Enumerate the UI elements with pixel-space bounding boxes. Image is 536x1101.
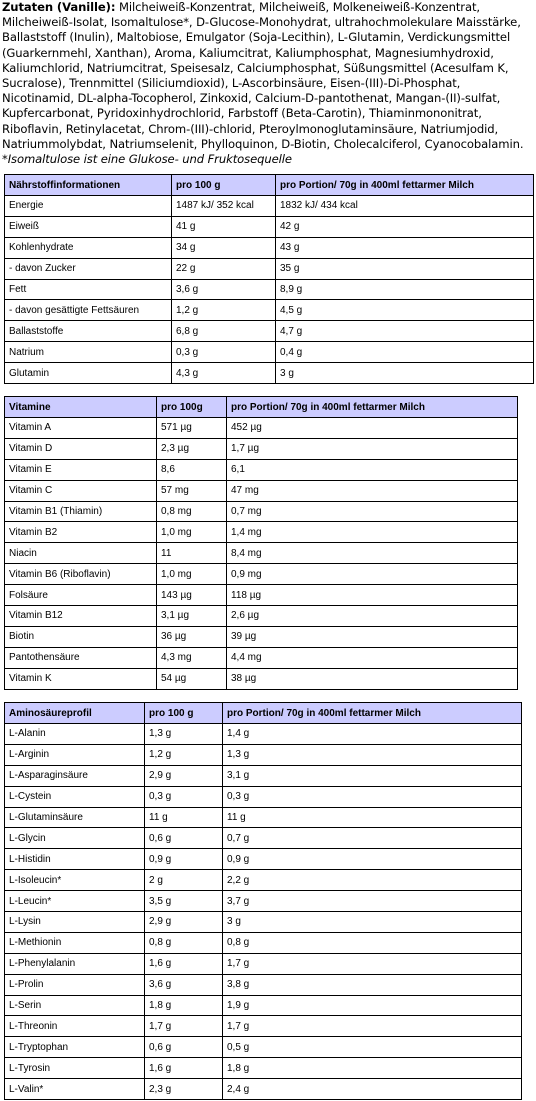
table-cell: 1,7 g bbox=[223, 953, 522, 974]
table-cell: 0,7 g bbox=[223, 828, 522, 849]
table-header-row bbox=[5, 703, 522, 724]
table-row bbox=[5, 196, 534, 217]
ingredients-footnote: *Isomaltulose ist eine Glukose- und Fruktosequelle bbox=[2, 152, 292, 167]
table-cell: Folsäure bbox=[5, 585, 157, 606]
column-header: pro 100g bbox=[157, 397, 227, 418]
table-cell: 8,6 bbox=[157, 459, 227, 480]
vitamins-table bbox=[4, 396, 518, 690]
table-cell: 47 mg bbox=[227, 480, 518, 501]
table-cell: L-Methionin bbox=[5, 932, 145, 953]
table-cell: Vitamin C bbox=[5, 480, 157, 501]
table-cell: - davon gesättigte Fettsäuren bbox=[5, 300, 172, 321]
table-cell: 0,8 mg bbox=[157, 501, 227, 522]
table-cell: 1,7 µg bbox=[227, 438, 518, 459]
table-cell: 4,3 mg bbox=[157, 647, 227, 668]
table-cell: 0,9 g bbox=[223, 849, 522, 870]
table-cell: 6,1 bbox=[227, 459, 518, 480]
table-cell: 1,3 g bbox=[223, 744, 522, 765]
table-cell: L-Alanin bbox=[5, 724, 145, 745]
table-row bbox=[5, 363, 534, 384]
table-cell: 35 g bbox=[276, 258, 534, 279]
column-header: Vitamine bbox=[5, 397, 157, 418]
table-row bbox=[5, 891, 522, 912]
table-cell: L-Leucin* bbox=[5, 891, 145, 912]
table-row bbox=[5, 932, 522, 953]
column-header: pro Portion/ 70g in 400ml fettarmer Milch bbox=[227, 397, 518, 418]
table-cell: 1,4 mg bbox=[227, 522, 518, 543]
table-cell: 3 g bbox=[276, 363, 534, 384]
table-cell: 1,7 g bbox=[223, 1016, 522, 1037]
table-cell: 2,6 µg bbox=[227, 606, 518, 627]
table-row bbox=[5, 744, 522, 765]
table-row bbox=[5, 626, 518, 647]
table-cell: 2,3 g bbox=[145, 1079, 223, 1100]
table-cell: L-Asparaginsäure bbox=[5, 765, 145, 786]
nutrition-table bbox=[4, 174, 534, 384]
table-row bbox=[5, 1079, 522, 1100]
table-cell: 3,5 g bbox=[145, 891, 223, 912]
table-row bbox=[5, 216, 534, 237]
table-cell: 0,3 g bbox=[223, 786, 522, 807]
table-cell: 143 µg bbox=[157, 585, 227, 606]
table-cell: 0,9 g bbox=[145, 849, 223, 870]
column-header: pro 100 g bbox=[145, 703, 223, 724]
table-cell: Biotin bbox=[5, 626, 157, 647]
table-cell: Vitamin A bbox=[5, 418, 157, 439]
table-cell: 3,6 g bbox=[172, 279, 276, 300]
table-cell: L-Prolin bbox=[5, 974, 145, 995]
table-row bbox=[5, 418, 518, 439]
table-cell: 0,9 mg bbox=[227, 564, 518, 585]
column-header: pro Portion/ 70g in 400ml fettarmer Milch bbox=[223, 703, 522, 724]
table-cell: Natrium bbox=[5, 342, 172, 363]
table-row bbox=[5, 724, 522, 745]
table-cell: 0,8 g bbox=[145, 932, 223, 953]
table-row bbox=[5, 258, 534, 279]
table-cell: 42 g bbox=[276, 216, 534, 237]
table-cell: L-Threonin bbox=[5, 1016, 145, 1037]
table-cell: 11 bbox=[157, 543, 227, 564]
table-cell: 452 µg bbox=[227, 418, 518, 439]
table-cell: 1,2 g bbox=[172, 300, 276, 321]
table-row bbox=[5, 342, 534, 363]
table-row bbox=[5, 995, 522, 1016]
table-cell: 3,8 g bbox=[223, 974, 522, 995]
table-cell: 57 mg bbox=[157, 480, 227, 501]
table-row bbox=[5, 459, 518, 480]
table-cell: 0,4 g bbox=[276, 342, 534, 363]
table-cell: L-Serin bbox=[5, 995, 145, 1016]
table-cell: 118 µg bbox=[227, 585, 518, 606]
table-row bbox=[5, 438, 518, 459]
table-cell: 1,8 g bbox=[145, 995, 223, 1016]
table-cell: L-Glutaminsäure bbox=[5, 807, 145, 828]
table-row bbox=[5, 279, 534, 300]
table-cell: 1,2 g bbox=[145, 744, 223, 765]
table-cell: 1,8 g bbox=[223, 1058, 522, 1079]
table-cell: 4,7 g bbox=[276, 321, 534, 342]
table-cell: Kohlenhydrate bbox=[5, 237, 172, 258]
column-header: pro 100 g bbox=[172, 175, 276, 196]
table-cell: 11 g bbox=[223, 807, 522, 828]
table-cell: 2,2 g bbox=[223, 870, 522, 891]
table-row bbox=[5, 501, 518, 522]
table-cell: L-Arginin bbox=[5, 744, 145, 765]
table-row bbox=[5, 647, 518, 668]
table-cell: 1,9 g bbox=[223, 995, 522, 1016]
table-row bbox=[5, 765, 522, 786]
table-cell: L-Lysin bbox=[5, 912, 145, 933]
table-cell: 8,4 mg bbox=[227, 543, 518, 564]
table-row bbox=[5, 870, 522, 891]
table-row bbox=[5, 974, 522, 995]
table-header-row bbox=[5, 397, 518, 418]
table-cell: 43 g bbox=[276, 237, 534, 258]
table-cell: 36 µg bbox=[157, 626, 227, 647]
table-cell: 38 µg bbox=[227, 668, 518, 689]
table-cell: Vitamin B1 (Thiamin) bbox=[5, 501, 157, 522]
table-cell: L-Glycin bbox=[5, 828, 145, 849]
table-row bbox=[5, 585, 518, 606]
table-cell: Eiweiß bbox=[5, 216, 172, 237]
table-cell: 3 g bbox=[223, 912, 522, 933]
table-cell: - davon Zucker bbox=[5, 258, 172, 279]
column-header: Aminosäureprofil bbox=[5, 703, 145, 724]
table-row bbox=[5, 564, 518, 585]
table-row bbox=[5, 606, 518, 627]
table-cell: 0,6 g bbox=[145, 828, 223, 849]
table-cell: L-Tryptophan bbox=[5, 1037, 145, 1058]
table-cell: 1832 kJ/ 434 kcal bbox=[276, 196, 534, 217]
table-cell: 4,3 g bbox=[172, 363, 276, 384]
table-cell: 0,6 g bbox=[145, 1037, 223, 1058]
table-cell: 1,6 g bbox=[145, 1058, 223, 1079]
table-cell: 1,7 g bbox=[145, 1016, 223, 1037]
column-header: pro Portion/ 70g in 400ml fettarmer Milch bbox=[276, 175, 534, 196]
table-row bbox=[5, 321, 534, 342]
table-cell: 41 g bbox=[172, 216, 276, 237]
table-cell: 571 µg bbox=[157, 418, 227, 439]
table-cell: Vitamin B12 bbox=[5, 606, 157, 627]
table-row bbox=[5, 849, 522, 870]
table-cell: Vitamin K bbox=[5, 668, 157, 689]
table-cell: Vitamin D bbox=[5, 438, 157, 459]
table-cell: Vitamin E bbox=[5, 459, 157, 480]
table-row bbox=[5, 522, 518, 543]
table-cell: 0,3 g bbox=[145, 786, 223, 807]
table-cell: 6,8 g bbox=[172, 321, 276, 342]
table-row bbox=[5, 786, 522, 807]
table-cell: 2,4 g bbox=[223, 1079, 522, 1100]
table-row bbox=[5, 668, 518, 689]
table-cell: Ballaststoffe bbox=[5, 321, 172, 342]
table-cell: Energie bbox=[5, 196, 172, 217]
table-cell: 39 µg bbox=[227, 626, 518, 647]
table-cell: 1,6 g bbox=[145, 953, 223, 974]
table-cell: 3,7 g bbox=[223, 891, 522, 912]
table-cell: L-Cystein bbox=[5, 786, 145, 807]
amino-acid-table bbox=[4, 702, 522, 1100]
table-cell: 2 g bbox=[145, 870, 223, 891]
table-cell: 4,4 mg bbox=[227, 647, 518, 668]
table-cell: 3,6 g bbox=[145, 974, 223, 995]
table-cell: Fett bbox=[5, 279, 172, 300]
table-cell: Vitamin B2 bbox=[5, 522, 157, 543]
table-cell: 11 g bbox=[145, 807, 223, 828]
table-cell: 8,9 g bbox=[276, 279, 534, 300]
table-cell: 1,0 mg bbox=[157, 522, 227, 543]
table-cell: L-Isoleucin* bbox=[5, 870, 145, 891]
table-row bbox=[5, 1037, 522, 1058]
table-row bbox=[5, 807, 522, 828]
table-row bbox=[5, 953, 522, 974]
table-cell: 1487 kJ/ 352 kcal bbox=[172, 196, 276, 217]
table-cell: Glutamin bbox=[5, 363, 172, 384]
table-row bbox=[5, 480, 518, 501]
table-cell: 4,5 g bbox=[276, 300, 534, 321]
table-cell: 1,3 g bbox=[145, 724, 223, 745]
table-cell: L-Histidin bbox=[5, 849, 145, 870]
table-cell: 1,0 mg bbox=[157, 564, 227, 585]
table-cell: 3,1 µg bbox=[157, 606, 227, 627]
table-row bbox=[5, 543, 518, 564]
table-cell: 34 g bbox=[172, 237, 276, 258]
table-cell: 0,8 g bbox=[223, 932, 522, 953]
table-cell: L-Phenylalanin bbox=[5, 953, 145, 974]
table-cell: 0,5 g bbox=[223, 1037, 522, 1058]
table-cell: Niacin bbox=[5, 543, 157, 564]
table-cell: 2,3 µg bbox=[157, 438, 227, 459]
table-cell: 2,9 g bbox=[145, 912, 223, 933]
table-cell: 3,1 g bbox=[223, 765, 522, 786]
ingredients-block bbox=[0, 0, 536, 167]
table-cell: 54 µg bbox=[157, 668, 227, 689]
table-cell: 2,9 g bbox=[145, 765, 223, 786]
table-cell: 22 g bbox=[172, 258, 276, 279]
ingredients-label: Zutaten (Vanille): bbox=[2, 0, 116, 14]
table-cell: 0,7 mg bbox=[227, 501, 518, 522]
table-row bbox=[5, 300, 534, 321]
table-row bbox=[5, 1016, 522, 1037]
table-cell: Pantothensäure bbox=[5, 647, 157, 668]
table-cell: Vitamin B6 (Riboflavin) bbox=[5, 564, 157, 585]
table-row bbox=[5, 912, 522, 933]
ingredients-text: Milcheiweiß-Konzentrat, Milcheiweiß, Molkeneiweiß-Konzentrat, Milcheiweiß-Isolat, Isomaltulose*, D-Glucose-Monohydrat, ultrahochmolekulare Maisstärke, Ballaststoff (Inulin), Maltobiose, Emulgator (Soja-Lecithin), L-Glutamin, Verdickungsmittel (Guarkernmehl, Xanthan), Aroma, Kaliumcitrat, Kaliumphosphat, Magnesiumhydroxid, Kaliumchlorid, Natriumcitrat, Speisesalz, Calciumphosphat, Süßungsmittel (Acesulfam K, Sucralose), Trennmittel (Siliciumdioxid), L-Ascorbinsäure, Eisen-(III)-Di-Phosphat, Nicotinamid, DL-alpha-Tocopherol, Zinkoxid, Calcium-D-pantothenat, Mangan-(II)-sulfat, Kupfercarbonat, Pyridoxinhydrochlorid, Farbstoff (Beta-Carotin), Thiaminmononitrat, Riboflavin, Retinylacetat, Chrom-(III)-chlorid, Pteroylmonoglutaminsäure, Natriumjodid, Natriummolybdat, Natriumselenit, Phylloquinon, D-Biotin, Cholecalciferol, Cyanocobalamin. bbox=[2, 0, 524, 151]
table-cell: 0,3 g bbox=[172, 342, 276, 363]
table-row bbox=[5, 237, 534, 258]
table-row bbox=[5, 1058, 522, 1079]
table-cell: 1,4 g bbox=[223, 724, 522, 745]
table-cell: L-Valin* bbox=[5, 1079, 145, 1100]
table-row bbox=[5, 828, 522, 849]
table-cell: L-Tyrosin bbox=[5, 1058, 145, 1079]
table-header-row bbox=[5, 175, 534, 196]
column-header: Nährstoffinformationen bbox=[5, 175, 172, 196]
